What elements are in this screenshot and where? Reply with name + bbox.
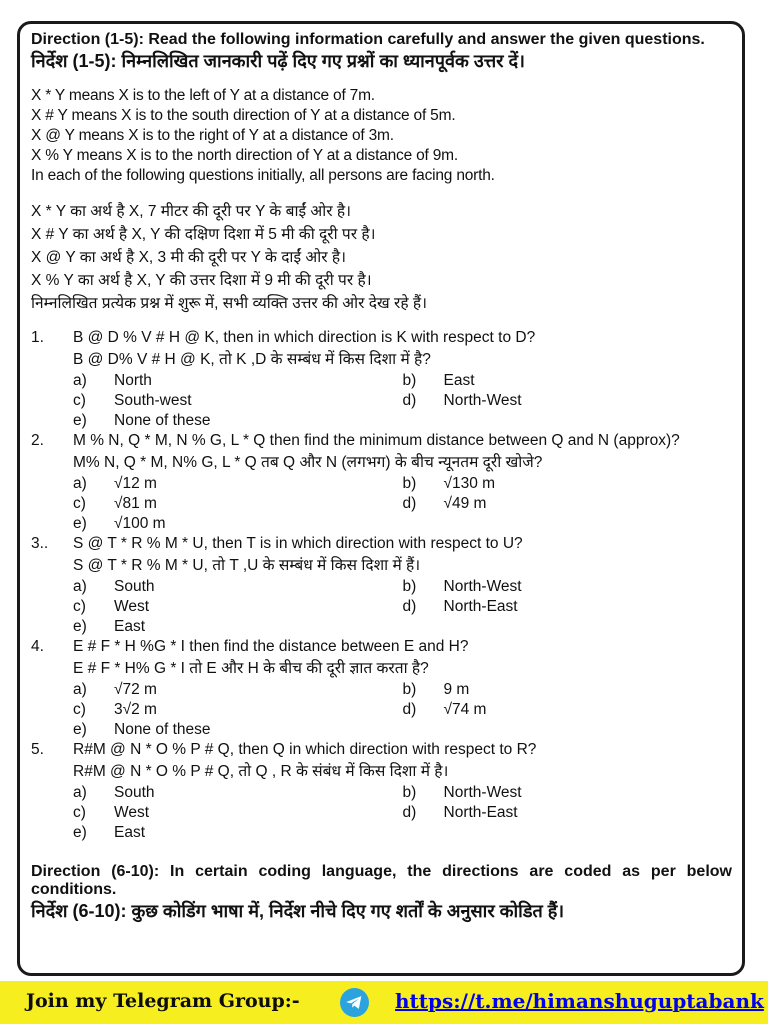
option-c[interactable] xyxy=(73,391,403,411)
option-letter: b) xyxy=(402,783,417,801)
option-letter: e) xyxy=(73,824,87,842)
question-line xyxy=(31,534,732,555)
option-letter: a) xyxy=(73,474,87,492)
option-row xyxy=(73,803,732,823)
option-text: 9 m xyxy=(443,680,470,698)
option-letter: a) xyxy=(73,577,87,595)
options xyxy=(31,680,732,741)
question-text: B @ D % V # H @ K, then in which direction is K with respect to D? xyxy=(73,329,536,346)
question-item xyxy=(31,431,732,534)
direction-1-5-english: Direction (1-5): Read the following information carefully and answer the given questions. xyxy=(31,31,705,48)
option-letter: c) xyxy=(73,391,86,409)
option-text: None of these xyxy=(114,721,211,739)
option-text: South-west xyxy=(114,391,192,409)
option-letter: d) xyxy=(402,804,417,822)
rules-english xyxy=(31,86,732,186)
option-letter: e) xyxy=(73,721,87,739)
option-c[interactable] xyxy=(73,803,403,823)
rule-line-hindi: निम्नलिखित प्रत्येक प्रश्न में शुरू में, सभी व्यक्ति उत्तर की ओर देख रहे हैं। xyxy=(31,295,427,312)
option-text: √12 m xyxy=(114,474,157,492)
option-text: South xyxy=(114,783,155,801)
option-text: East xyxy=(114,618,146,636)
rule-line-hindi: X # Y का अर्थ है X, Y की दक्षिण दिशा में 5 मी की दूरी पर है। xyxy=(31,226,376,243)
option-letter: c) xyxy=(73,597,86,615)
option-letter: c) xyxy=(73,804,86,822)
option-text: East xyxy=(443,371,475,389)
question-list xyxy=(31,328,732,844)
question-line xyxy=(31,637,732,658)
option-letter: a) xyxy=(73,680,87,698)
question-number: 4. xyxy=(31,638,44,656)
option-a[interactable] xyxy=(73,783,403,803)
rule-line: X # Y means X is to the south direction of Y at a distance of 5m. xyxy=(31,107,456,124)
option-letter: c) xyxy=(73,701,86,719)
telegram-join-label: Join my Telegram Group:- xyxy=(26,990,300,1012)
option-text: North-West xyxy=(443,577,522,595)
option-letter: b) xyxy=(402,680,417,698)
option-e[interactable] xyxy=(73,823,411,843)
option-letter: d) xyxy=(402,701,417,719)
option-a[interactable] xyxy=(73,474,403,494)
option-text: √81 m xyxy=(114,494,157,512)
option-d[interactable] xyxy=(403,803,733,823)
option-d[interactable] xyxy=(403,700,733,720)
option-text: None of these xyxy=(114,411,211,429)
option-text: √72 m xyxy=(114,680,157,698)
option-row xyxy=(73,720,732,740)
question-item xyxy=(31,534,732,637)
option-letter: d) xyxy=(402,597,417,615)
question-text-hindi: B @ D% V # H @ K, तो K ,D के सम्बंध में किस दिशा में है? xyxy=(73,350,431,368)
option-text: West xyxy=(114,597,150,615)
option-text: √49 m xyxy=(443,494,487,512)
option-b[interactable] xyxy=(403,371,733,391)
rules-hindi xyxy=(31,200,732,315)
option-text: North-East xyxy=(443,804,518,822)
option-text: North xyxy=(114,371,152,389)
question-number: 2. xyxy=(31,432,44,450)
telegram-icon[interactable] xyxy=(340,988,369,1017)
question-text: S @ T * R % M * U, then T is in which direction with respect to U? xyxy=(73,535,523,553)
option-b[interactable] xyxy=(403,577,733,597)
option-d[interactable] xyxy=(403,494,733,514)
option-b[interactable] xyxy=(403,783,733,803)
direction-6-10-hindi: निर्देश (6-10): कुछ कोडिंग भाषा में, निर्देश नीचे दिए गए शर्तों के अनुसार कोडित हैं। xyxy=(31,900,565,921)
options xyxy=(31,474,732,535)
option-a[interactable] xyxy=(73,577,403,597)
option-row xyxy=(73,514,732,534)
rule-line-hindi: X % Y का अर्थ है X, Y की उत्तर दिशा में 9 मी की दूरी पर है। xyxy=(31,272,372,289)
telegram-footer-banner xyxy=(0,981,768,1024)
option-text: West xyxy=(114,804,150,822)
rule-line: X % Y means X is to the north direction of Y at a distance of 9m. xyxy=(31,147,458,164)
option-row xyxy=(73,371,732,391)
option-letter: d) xyxy=(402,494,417,512)
option-text: North-East xyxy=(443,597,518,615)
question-line xyxy=(31,328,732,349)
option-text: North-West xyxy=(443,391,522,409)
option-letter: e) xyxy=(73,618,87,636)
option-b[interactable] xyxy=(403,680,733,700)
direction-6-10 xyxy=(31,863,732,922)
question-text-hindi: S @ T * R % M * U, तो T ,U के सम्बंध में किस दिशा में हैं। xyxy=(73,556,421,574)
option-e[interactable] xyxy=(73,514,411,534)
option-letter: d) xyxy=(402,391,417,409)
option-row xyxy=(73,783,732,803)
question-number: 3.. xyxy=(31,535,49,553)
question-number: 1. xyxy=(31,329,44,346)
question-item xyxy=(31,740,732,843)
option-row xyxy=(73,474,732,494)
question-text: R#M @ N * O % P # Q, then Q in which direction with respect to R? xyxy=(73,741,537,759)
option-text: South xyxy=(114,577,155,595)
option-d[interactable] xyxy=(403,391,733,411)
option-text: 3√2 m xyxy=(114,701,157,719)
option-row xyxy=(73,680,732,700)
direction-1-5-hindi: निर्देश (1-5): निम्नलिखित जानकारी पढ़ें दिए गए प्रश्नों का ध्यानपूर्वक उत्तर दें। xyxy=(31,51,525,71)
option-row xyxy=(73,617,732,637)
telegram-link[interactable]: https://t.me/himanshuguptabank xyxy=(395,989,764,1013)
rule-line-hindi: X * Y का अर्थ है X, 7 मीटर की दूरी पर Y के बाईं ओर है। xyxy=(31,203,352,220)
question-text: M % N, Q * M, N % G, L * Q then find the minimum distance between Q and N (approx)? xyxy=(73,432,680,450)
option-letter: b) xyxy=(402,474,417,492)
option-text: √100 m xyxy=(114,515,166,533)
option-row xyxy=(73,391,732,411)
option-e[interactable] xyxy=(73,720,411,740)
option-letter: e) xyxy=(73,515,87,533)
options xyxy=(31,783,732,844)
option-letter: c) xyxy=(73,494,86,512)
option-letter: b) xyxy=(402,577,417,595)
option-e[interactable] xyxy=(73,617,411,637)
option-row xyxy=(73,700,732,720)
option-text: North-West xyxy=(443,783,522,801)
option-row xyxy=(73,494,732,514)
question-item xyxy=(31,328,732,431)
option-text: √74 m xyxy=(443,701,487,719)
question-text-hindi: E # F * H% G * I तो E और H के बीच की दूरी ज्ञात करता है? xyxy=(73,659,429,677)
rule-line: X * Y means X is to the left of Y at a distance of 7m. xyxy=(31,87,375,104)
rule-line: X @ Y means X is to the right of Y at a distance of 3m. xyxy=(31,127,394,144)
option-row xyxy=(73,597,732,617)
question-line xyxy=(31,740,732,761)
option-c[interactable] xyxy=(73,597,403,617)
direction-6-10-english: Direction (6-10): In certain coding language, the directions are coded as per below conditions. xyxy=(31,862,732,898)
question-line xyxy=(31,431,732,452)
option-letter: a) xyxy=(73,783,87,801)
question-text-hindi: R#M @ N * O % P # Q, तो Q , R के संबंध में किस दिशा में है। xyxy=(73,762,449,780)
question-number: 5. xyxy=(31,741,44,759)
options xyxy=(31,577,732,638)
option-a[interactable] xyxy=(73,680,403,700)
option-row xyxy=(73,823,732,843)
options xyxy=(31,371,732,432)
content-frame xyxy=(17,21,745,976)
option-letter: b) xyxy=(402,371,417,389)
option-d[interactable] xyxy=(403,597,733,617)
rule-line: In each of the following questions initially, all persons are facing north. xyxy=(31,167,495,184)
question-text: E # F * H %G * I then find the distance between E and H? xyxy=(73,638,469,656)
option-c[interactable] xyxy=(73,700,403,720)
option-a[interactable] xyxy=(73,371,403,391)
rule-line-hindi: X @ Y का अर्थ है X, 3 मी की दूरी पर Y के दाईं ओर है। xyxy=(31,249,346,266)
option-e[interactable] xyxy=(73,411,411,431)
question-item xyxy=(31,637,732,740)
option-letter: e) xyxy=(73,411,87,429)
option-c[interactable] xyxy=(73,494,403,514)
option-row xyxy=(73,577,732,597)
option-letter: a) xyxy=(73,371,87,389)
option-text: √130 m xyxy=(443,474,496,492)
option-b[interactable] xyxy=(403,474,733,494)
option-row xyxy=(73,411,732,431)
question-text-hindi: M% N, Q * M, N% G, L * Q तब Q और N (लगभग) के बीच न्यूनतम दूरी खोजे? xyxy=(73,453,543,471)
option-text: East xyxy=(114,824,146,842)
